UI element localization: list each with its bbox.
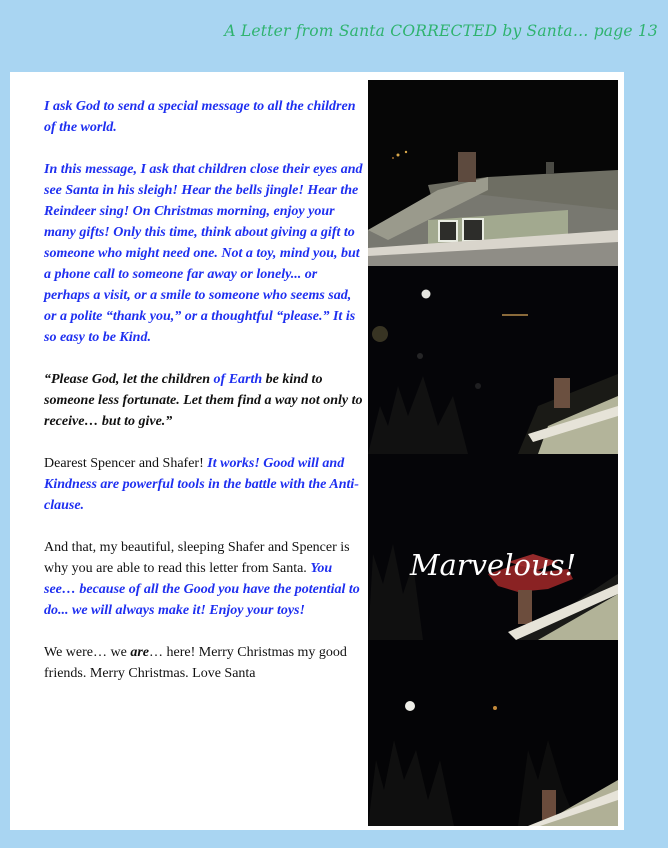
prayer-text-earth: of Earth — [213, 372, 263, 387]
page-title: A Letter from Santa CORRECTED by Santa… page 13 — [224, 22, 658, 40]
photo-red-sleigh — [368, 454, 618, 640]
it-works-text: It works! Good will and Kindness are powerful tools in the battle with the Anti-clause. — [44, 456, 359, 513]
paragraph-special-message: I ask God to send a special message to all the children of the world. — [44, 99, 356, 135]
letter-text — [44, 96, 364, 705]
header-band — [0, 0, 668, 72]
paragraph-close-eyes: In this message, I ask that children close their eyes and see Santa in his sleigh! Hear the bells jingle! Hear the Reindeer sing! On Christmas morning, enjoy your many gifts! Only this time, think about giving a gift to someone who might need one. Not a toy, mind you, but a phone call to someone far away or lonely... or perhaps a visit, or a smile to someone who seems sad, or a polite “thank you,” or a thoughtful “please.” It is so easy to be Kind. — [44, 162, 363, 345]
you-see-text: You see… because of all the Good you have the potential to do... we will always make it! Enjoy your toys! — [44, 561, 360, 618]
photo-moon-trees — [368, 640, 618, 826]
paragraph-it-works — [44, 453, 364, 516]
roof-chimney-picture — [368, 80, 618, 266]
greeting-text: Dearest Spencer and Shafer! — [44, 456, 208, 471]
closing-are: are — [130, 645, 150, 660]
moon-trees-picture — [368, 640, 618, 826]
moon-orbs-picture — [368, 266, 618, 454]
photo-strip — [368, 80, 618, 826]
prayer-text-start: “Please God, let the children — [44, 372, 214, 387]
prayer-text-end: be kind to someone less fortunate. Let them find a way not only to receive… but to give.” — [44, 372, 363, 429]
footer-band — [0, 830, 668, 848]
photo-roof-chimney — [368, 80, 618, 266]
paragraph-why-read — [44, 537, 364, 621]
marvelous-caption: Marvelous! — [409, 548, 577, 582]
closing-start: We were… we — [44, 645, 131, 660]
red-sleigh-picture — [368, 454, 618, 640]
paragraph-closing — [44, 642, 364, 684]
closing-end: … here! Merry Christmas my good friends. Merry Christmas. Love Santa — [44, 645, 347, 681]
why-read-text: And that, my beautiful, sleeping Shafer and Spencer is why you are able to read this letter from Santa. — [44, 540, 350, 576]
paragraph-prayer — [44, 369, 364, 432]
photo-moon-orbs — [368, 266, 618, 454]
